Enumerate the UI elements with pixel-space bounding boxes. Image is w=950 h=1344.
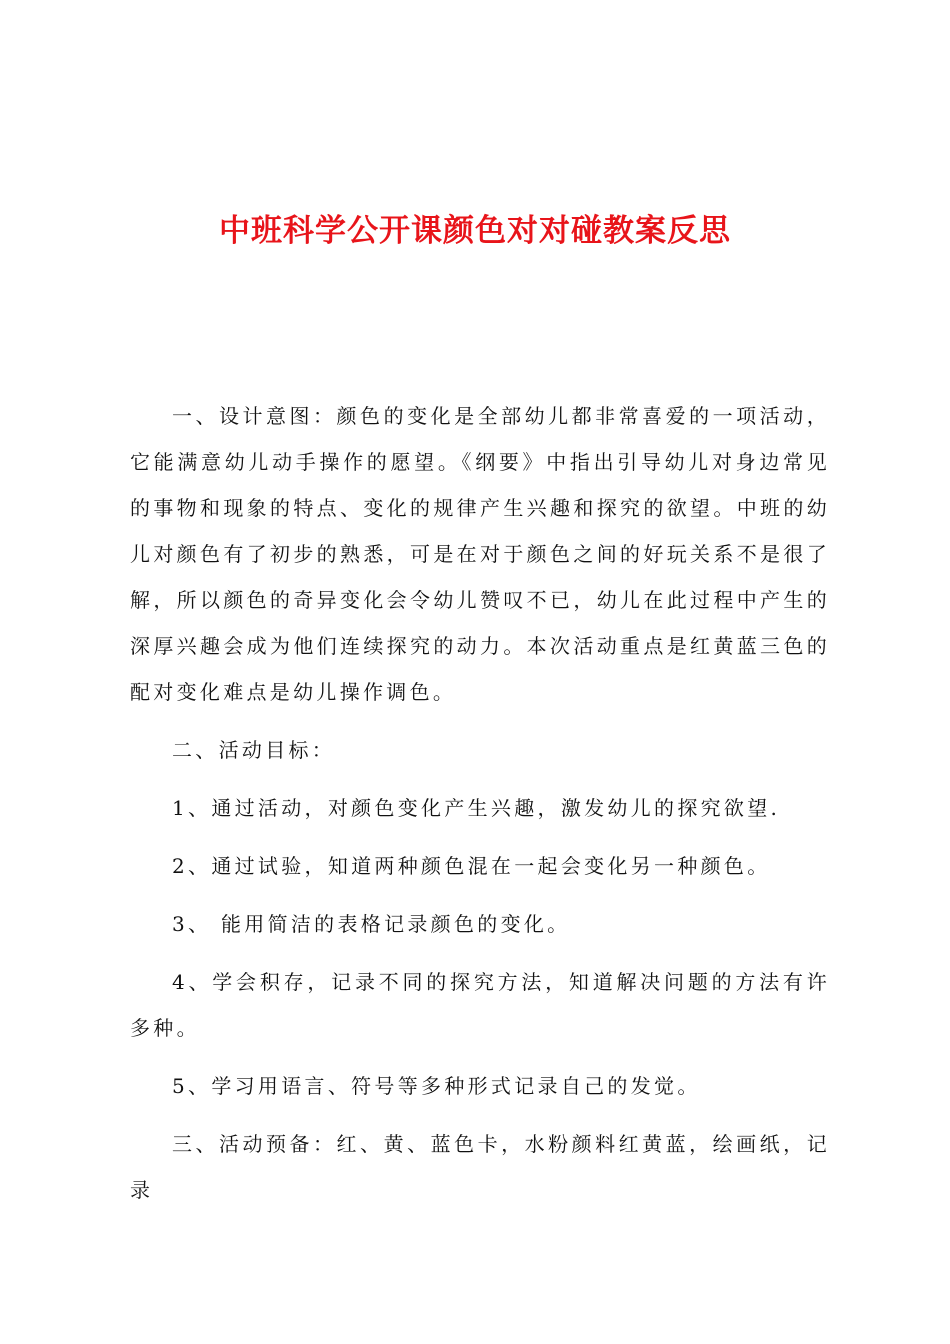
paragraph-preparation: 三、活动预备：红、黄、蓝色卡，水粉颜料红黄蓝，绘画纸，记录 <box>130 1132 830 1202</box>
paragraph-design-intent: 一、设计意图：颜色的变化是全部幼儿都非常喜爱的一项活动，它能满意幼儿动手操作的愿望。《纲要》中指出引导幼儿对身边常见的事物和现象的特点、变化的规律产生兴趣和探究的欲望。中班的幼儿对颜色有了初步的熟悉，可是在对于颜色之间的好玩关系不是很了解，所以颜色的奇异变化会令幼儿赞叹不已，幼儿在此过程中产生的深厚兴趣会成为他们连续探究的动力。本次活动重点是红黄蓝三色的配对变化难点是幼儿操作调色。 <box>130 404 830 704</box>
paragraph-goals-heading: 二、活动目标： <box>172 738 336 762</box>
paragraph-goal-2: 2、通过试验，知道两种颜色混在一起会变化另一种颜色。 <box>172 854 771 878</box>
paragraph-goal-3: 3、 能用简洁的表格记录颜色的变化。 <box>172 912 571 936</box>
paragraph-goal-1: 1、通过活动，对颜色变化产生兴趣，激发幼儿的探究欲望. <box>172 796 781 820</box>
document-title: 中班科学公开课颜色对对碰教案反思 <box>219 213 731 249</box>
document-body <box>130 393 830 1225</box>
paragraph-goal-5: 5、学习用语言、符号等多种形式记录自己的发觉。 <box>172 1074 701 1098</box>
paragraph-goal-4: 4、学会积存，记录不同的探究方法，知道解决问题的方法有许多种。 <box>130 970 830 1040</box>
